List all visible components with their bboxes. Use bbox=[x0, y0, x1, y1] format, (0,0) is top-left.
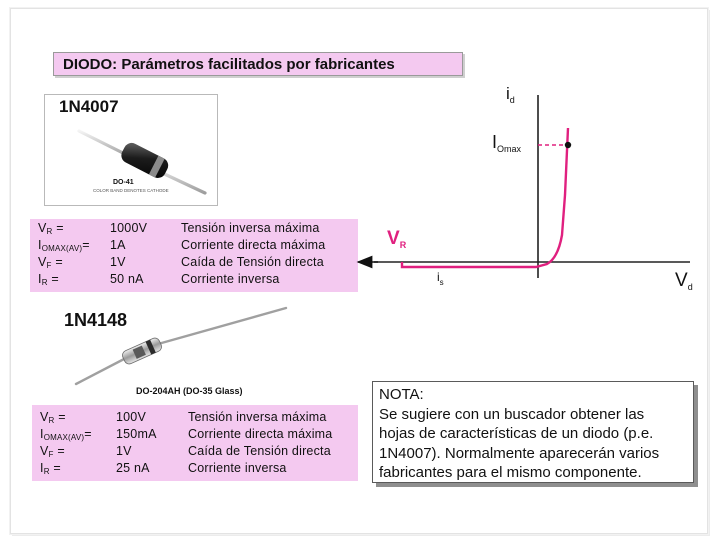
param-symbol: $I_{OMAX(AV)}=$ bbox=[40, 427, 92, 442]
param-description: Corriente directa máxima bbox=[188, 427, 333, 441]
param-value: 50 nA bbox=[110, 272, 144, 286]
is-label: $i_s$ bbox=[437, 270, 444, 287]
iomax-label: $I_{Omax}$ bbox=[492, 132, 522, 154]
diode-1n4148-image bbox=[36, 300, 292, 402]
param-value: 1000V bbox=[110, 221, 148, 235]
vr-label: $V_R$ bbox=[387, 228, 407, 250]
note-line: fabricantes para el mismo componente. bbox=[379, 464, 642, 481]
package-label-do35: DO-204AH (DO-35 Glass) bbox=[136, 386, 243, 396]
note-line: 1N4007). Normalmente aparecerán varios bbox=[379, 444, 660, 462]
param-symbol: $I_{OMAX(AV)}=$ bbox=[38, 238, 90, 253]
diode-1n4007-image bbox=[44, 94, 218, 206]
slide-title: DIODO: Parámetros facilitados por fabricantes bbox=[53, 52, 463, 76]
id-axis-label: $i_d$ bbox=[506, 84, 515, 105]
param-value: 1V bbox=[116, 444, 132, 458]
note-line: hojas de características de un diodo (p.e. bbox=[379, 425, 654, 442]
param-symbol: $V_R$ = bbox=[38, 221, 64, 236]
param-symbol: $V_F$ = bbox=[38, 255, 63, 270]
param-description: Caída de Tensión directa bbox=[181, 255, 324, 269]
param-value: 1V bbox=[110, 255, 126, 269]
package-sub-do41: COLOR BAND DENOTES CATHODE bbox=[93, 188, 169, 193]
param-description: Corriente directa máxima bbox=[181, 238, 326, 252]
param-description: Tensión inversa máxima bbox=[181, 221, 320, 235]
note-box bbox=[372, 381, 694, 483]
param-description: Corriente inversa bbox=[181, 272, 280, 286]
param-value: 25 nA bbox=[116, 461, 150, 475]
note-line: Se sugiere con un buscador obtener las bbox=[379, 405, 645, 423]
param-description: Caída de Tensión directa bbox=[188, 444, 331, 458]
param-description: Tensión inversa máxima bbox=[188, 410, 327, 424]
param-symbol: $I_R$ = bbox=[38, 272, 59, 287]
param-box-1n4007 bbox=[30, 219, 358, 292]
param-value: 100V bbox=[116, 410, 146, 424]
vd-axis-label: $V_d$ bbox=[675, 270, 693, 292]
param-value: 150mA bbox=[116, 427, 157, 441]
part-number-1n4148: 1N4148 bbox=[64, 310, 128, 330]
note-heading: NOTA: bbox=[379, 386, 424, 403]
part-number-1n4007: 1N4007 bbox=[59, 97, 119, 116]
param-symbol: $I_R$ = bbox=[40, 461, 61, 476]
param-symbol: $V_F$ = bbox=[40, 444, 65, 459]
param-box-1n4148 bbox=[32, 405, 358, 481]
param-value: 1A bbox=[110, 238, 126, 252]
param-symbol: $V_R$ = bbox=[40, 410, 66, 425]
param-description: Corriente inversa bbox=[188, 461, 287, 475]
package-label-do41: DO-41 bbox=[113, 179, 134, 186]
